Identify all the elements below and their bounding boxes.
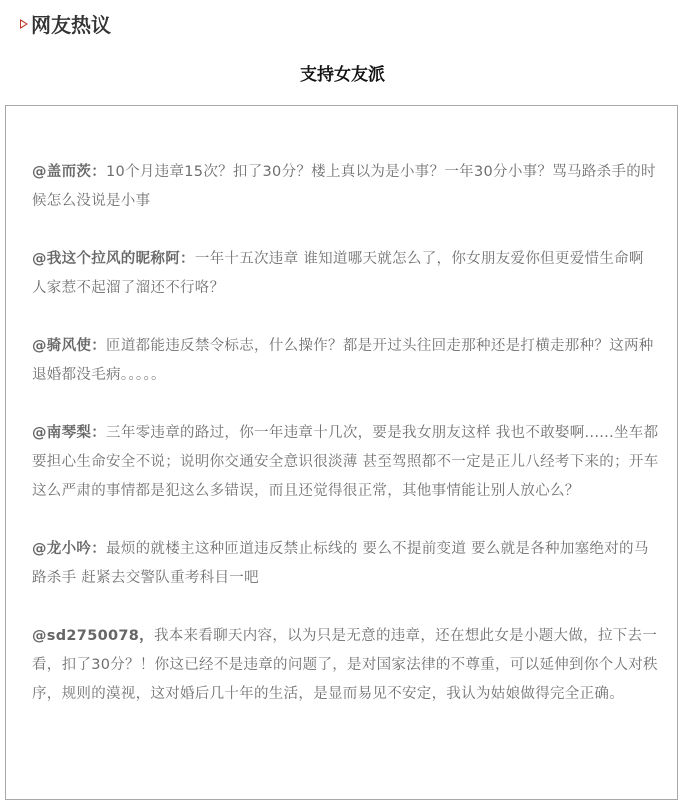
comment-author: @龙小吟 bbox=[32, 541, 92, 557]
comment-text: 匝道都能违反禁令标志，什么操作？都是开过头往回走那种还是打横走那种？这两种退婚都没毛病。。。。。 bbox=[32, 338, 654, 383]
comment-separator: ： bbox=[180, 251, 195, 267]
sub-title: 支持女友派 bbox=[300, 65, 385, 85]
comment-author: @盖而茨 bbox=[32, 164, 92, 180]
triangle-bullet-icon bbox=[20, 19, 28, 29]
comment-item bbox=[32, 158, 662, 216]
comment-author: @骑风使 bbox=[32, 338, 92, 354]
comment-item bbox=[32, 535, 662, 593]
section-header bbox=[20, 8, 111, 38]
comment-separator: ： bbox=[91, 164, 107, 180]
comment-separator: ： bbox=[91, 338, 107, 354]
comment-text: 三年零违章的路过，你一年违章十几次，要是我女朋友这样 我也不敢娶啊......坐车都要担心生命安全不说；说明你交通安全意识很淡薄 甚至驾照都不一定是正儿八经考下来的；开车这么严肃的事情都是犯这么多错误，而且还觉得很正常，其他事情能让别人放心么？ bbox=[32, 425, 659, 499]
comment-box bbox=[5, 105, 678, 800]
comment-author: @南琴梨 bbox=[32, 425, 92, 441]
comment-author: @sd2750078 bbox=[32, 628, 140, 644]
comment-separator: ： bbox=[91, 425, 107, 441]
comment-text: 我本来看聊天内容，以为只是无意的违章，还在想此女是小题大做，拉下去一看，扣了30分？！你这已经不是违章的问题了，是对国家法律的不尊重，可以延伸到你个人对秩序，规则的漠视，这对婚后几十年的生活，是显而易见不安定，我认为姑娘做得完全正确。 bbox=[32, 628, 658, 702]
comment-text: 一年十五次违章 谁知道哪天就怎么了，你女朋友爱你但更爱惜生命啊 人家惹不起溜了溜还不行咯？ bbox=[32, 251, 644, 296]
comment-text: 最烦的就楼主这种匝道违反禁止标线的 要么不提前变道 要么就是各种加塞绝对的马路杀手 赶紧去交警队重考科目一吧 bbox=[32, 541, 649, 586]
comment-text: 10个月违章15次？扣了30分？楼上真以为是小事？一年30分小事？骂马路杀手的时候怎么没说是小事 bbox=[32, 164, 656, 209]
comment-separator: ： bbox=[91, 541, 107, 557]
comment-item bbox=[32, 622, 662, 709]
comment-item bbox=[32, 332, 662, 390]
comment-author: @我这个拉风的昵称阿 bbox=[32, 251, 180, 267]
comment-item bbox=[32, 419, 662, 506]
comment-list bbox=[32, 158, 662, 738]
comment-separator: ， bbox=[139, 628, 154, 644]
comment-item bbox=[32, 245, 662, 303]
section-title: 网友热议 bbox=[31, 12, 111, 37]
